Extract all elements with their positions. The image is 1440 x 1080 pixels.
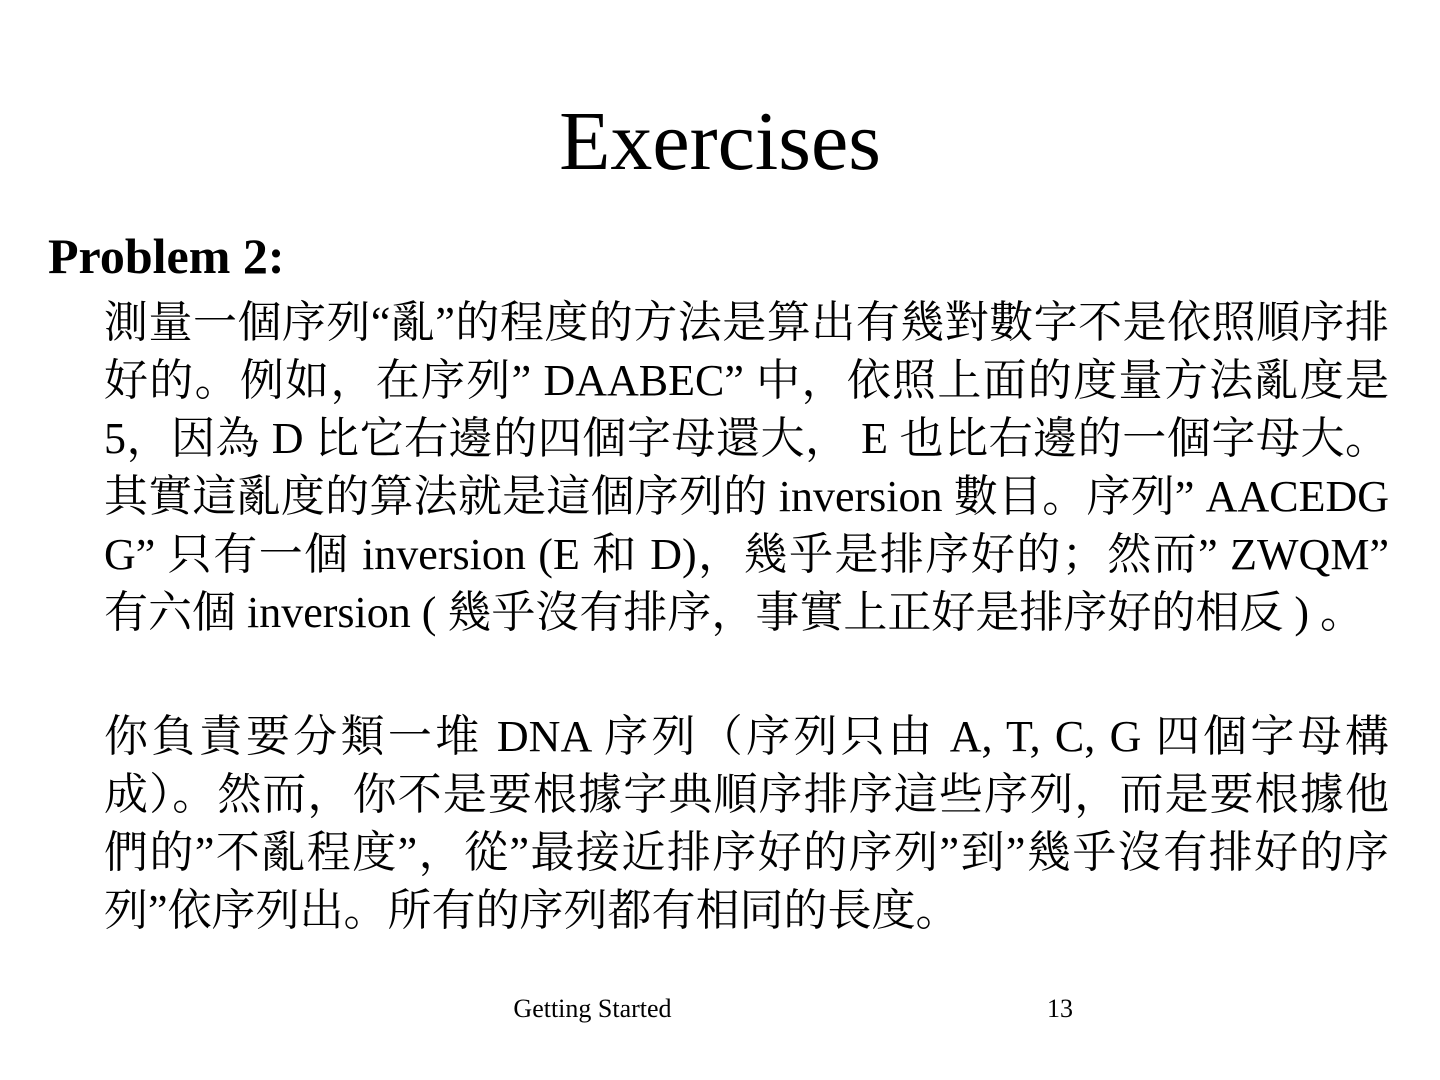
problem-heading: Problem 2: — [48, 228, 285, 284]
problem-paragraph-1: 測量一個序列“亂”的程度的方法是算出有幾對數字不是依照順序排好的。例如，在序列” DAABEC” 中，依照上面的度量方法亂度是 5，因為 D 比它右邊的四個字母還大， E 也比右邊的一個字母大。其實這亂度的算法就是這個序列的 inversion 數目。序列” AACEDGG” 只有一個 inversion (E 和 D)，幾乎是排序好的；然而” ZWQM” 有六個 inversion ( 幾乎沒有排序，事實上正好是排序好的相反 ) 。 — [104, 298, 1389, 637]
page-number: 13 — [1047, 994, 1073, 1023]
slide-title: Exercises — [559, 95, 881, 188]
footer-label: Getting Started — [513, 994, 672, 1023]
problem-paragraph-2: 你負責要分類一堆 DNA 序列（序列只由 A, T, C, G 四個字母構成）。然而，你不是要根據字典順序排序這些序列，而是要根據他們的”不亂程度”，從”最接近排序好的序列”到”幾乎沒有排好的序列”依序列出。所有的序列都有相同的長度。 — [104, 712, 1389, 935]
